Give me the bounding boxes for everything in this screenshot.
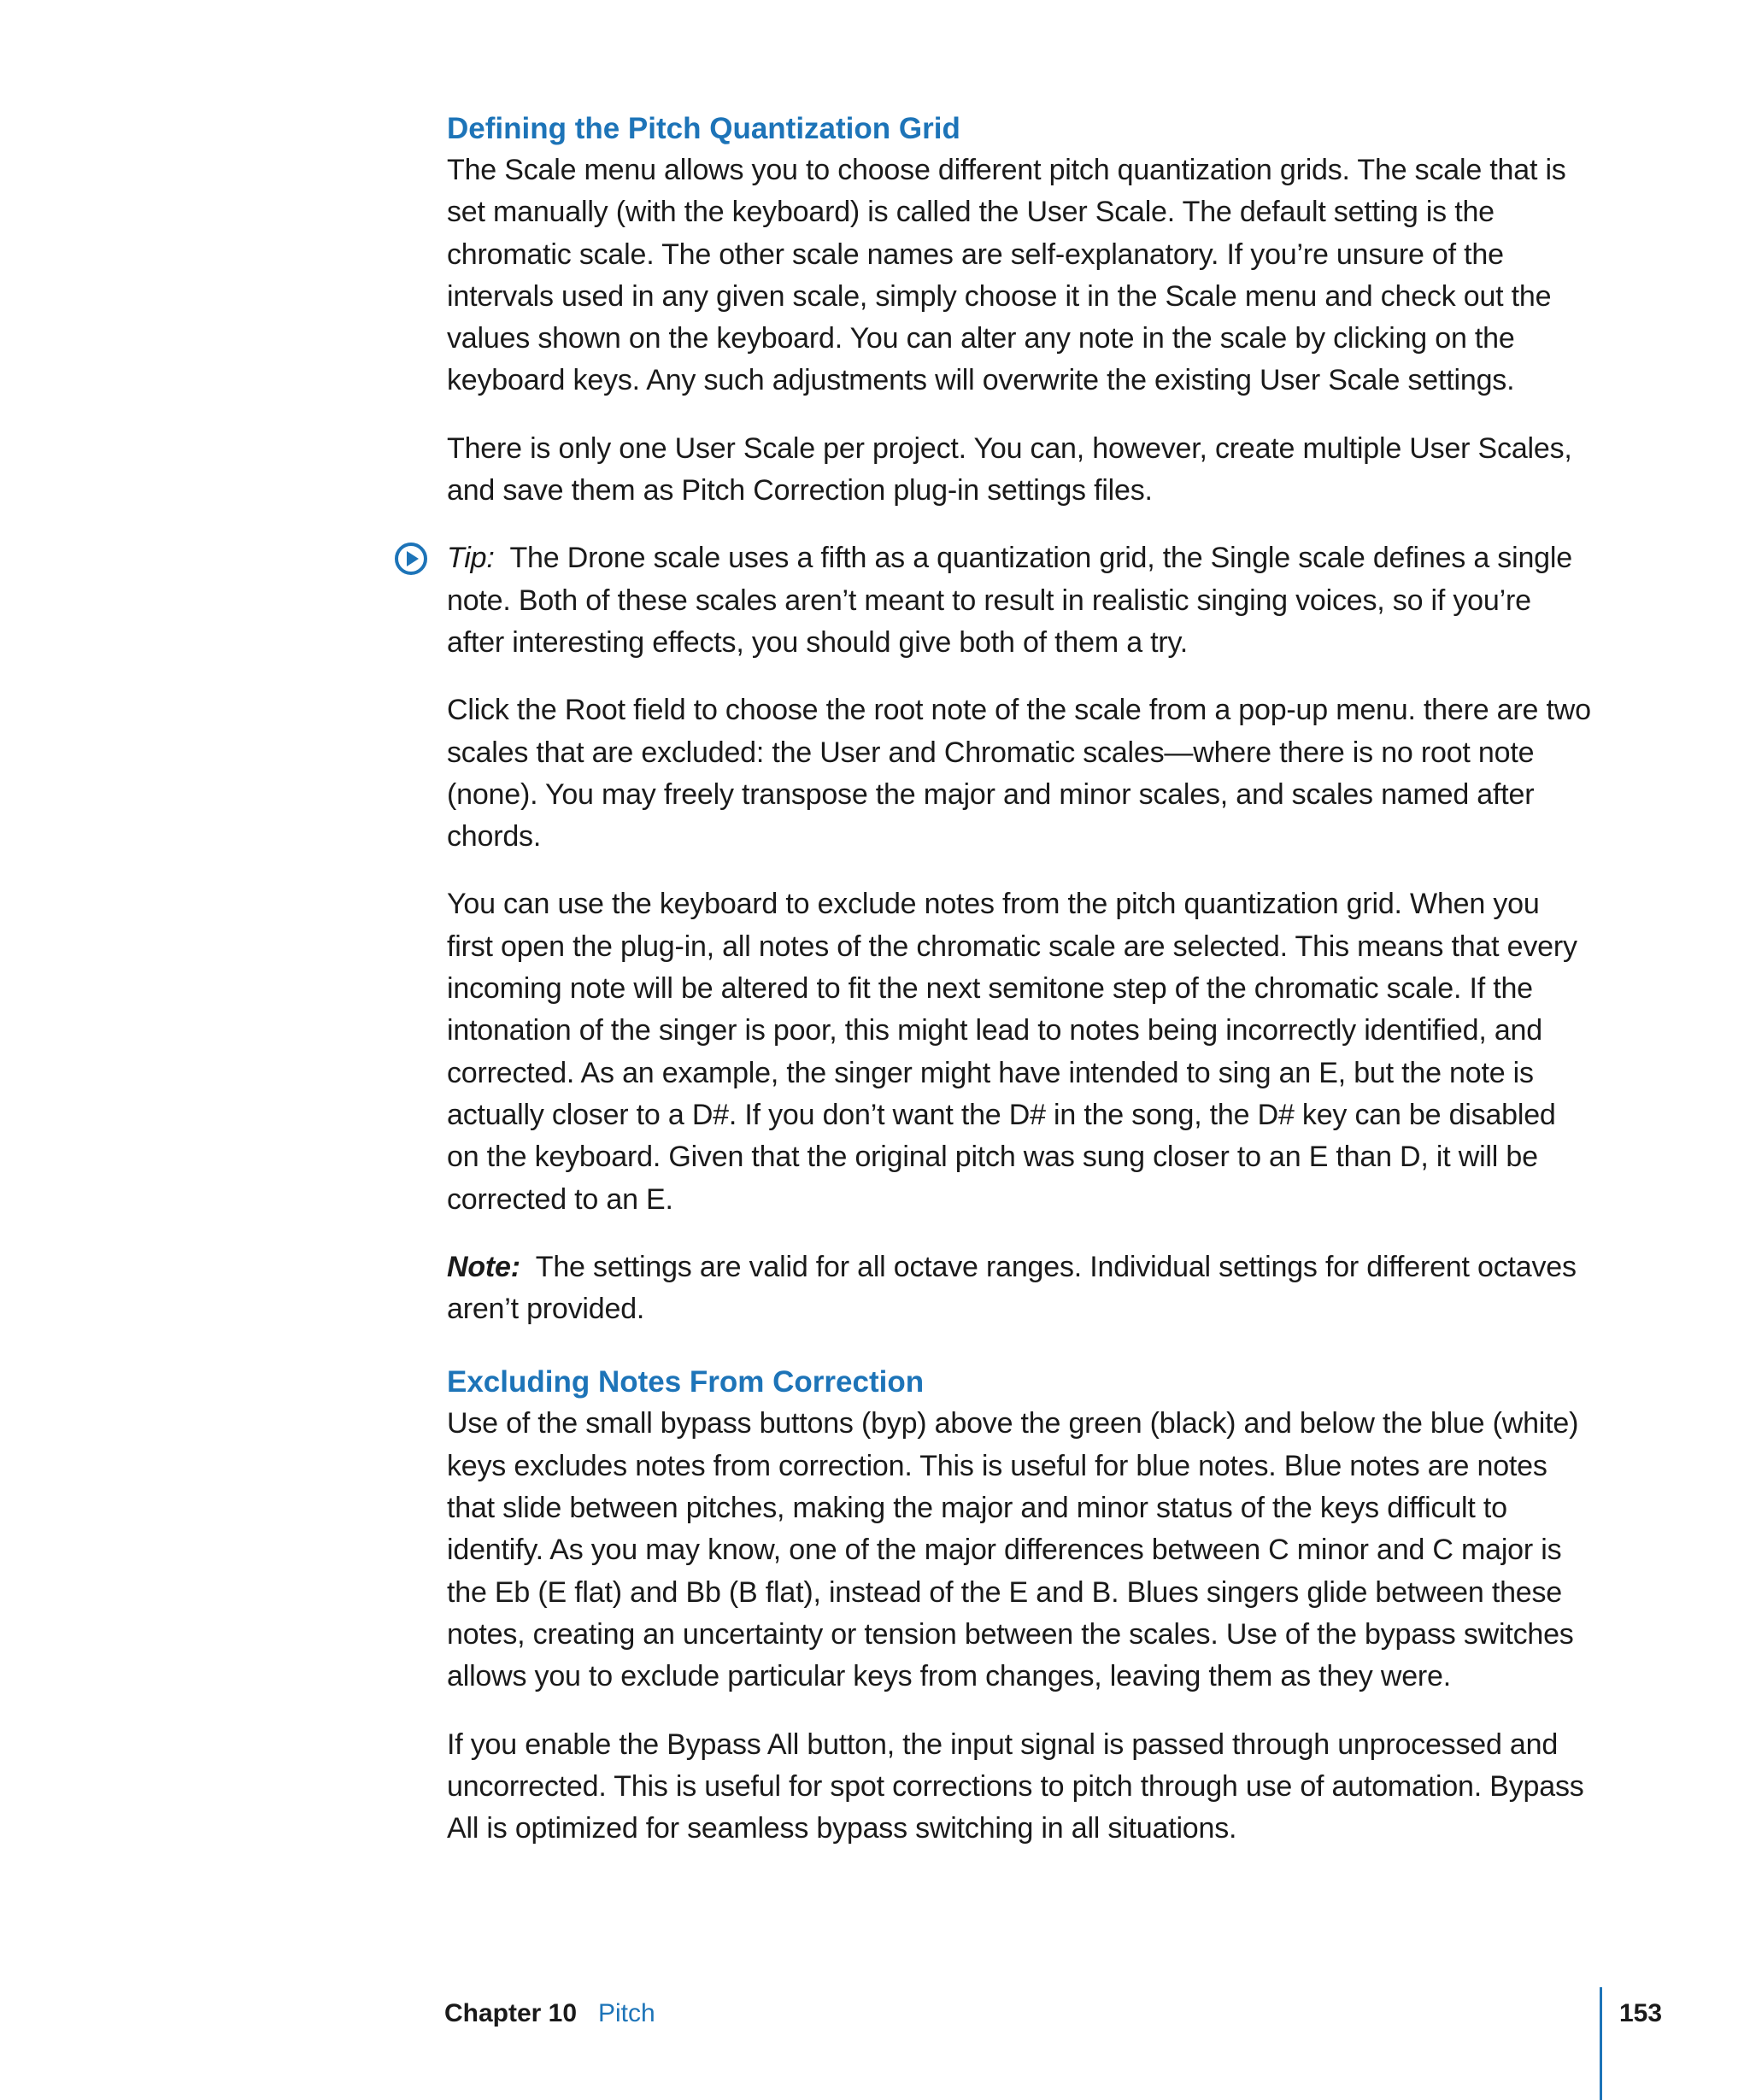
footer-chapter-title: Pitch	[598, 1999, 655, 2027]
tip-paragraph	[447, 537, 1592, 664]
paragraph-root-field: Click the Root field to choose the root note of the scale from a pop-up menu. there are two scales that are excluded: the User and Chromatic scales—where there is no root note (none). You may freely transpose the major and minor scales, and scales named after chords.	[447, 694, 1591, 853]
footer-divider	[1600, 1987, 1602, 2100]
footer-chapter: Chapter 10	[444, 1999, 578, 2027]
play-arrow-circle-icon	[394, 542, 428, 576]
paragraph-scale-menu: The Scale menu allows you to choose different pitch quantization grids. The scale that is set manually (with the keyboard) is called the User Scale. The default setting is the chromatic scale. The other scale names are self-explanatory. If you’re unsure of the intervals used in any given scale, simply choose it in the Scale menu and check out the values shown on the keyboard. You can alter any note in the scale by clicking on the keyboard keys. Any such adjustments will overwrite the existing User Scale settings.	[447, 154, 1566, 397]
tip-block	[447, 537, 1592, 664]
tip-text: The Drone scale uses a fifth as a quantization grid, the Single scale defines a single note. Both of these scales aren’t meant to result in realistic singing voices, so if you’re after interesting effects, you should give both of them a try.	[447, 542, 1572, 659]
tip-label: Tip:	[447, 542, 495, 575]
page-footer	[0, 1987, 1750, 2038]
paragraph-user-scale: There is only one User Scale per project. You can, however, create multiple User Scales, and save them as Pitch Correction plug-in settings files.	[447, 431, 1572, 507]
section-heading-pitch-grid: Defining the Pitch Quantization Grid	[447, 112, 960, 145]
paragraph-bypass-buttons: Use of the small bypass buttons (byp) above the green (black) and below the blue (white) keys excludes notes from correction. This is useful for blue notes. Blue notes are notes that slide between pitches, making the major and minor status of the keys difficult to identify. As you may know, one of the major differences between C minor and C major is the Eb (E flat) and Bb (B flat), instead of the E and B. Blues singers glide between these notes, creating an uncertainty or tension between the scales. Use of the bypass switches allows you to exclude particular keys from changes, leaving them as they were.	[447, 1407, 1579, 1693]
note-label: Note:	[447, 1250, 520, 1283]
section-heading-excluding-notes: Excluding Notes From Correction	[447, 1365, 925, 1399]
note-text: The settings are valid for all octave ranges. Individual settings for different octaves aren’t provided.	[447, 1250, 1577, 1326]
paragraph-keyboard-exclude: You can use the keyboard to exclude notes from the pitch quantization grid. When you first open the plug-in, all notes of the chromatic scale are selected. This means that every incoming note will be altered to fit the next semitone step of the chromatic scale. If the intonation of the singer is poor, this might lead to notes being incorrectly identified, and corrected. As an example, the singer might have intended to sing an E, but the note is actually closer to a D#. If you don’t want the D# in the song, the D# key can be disabled on the keyboard. Given that the original pitch was sung closer to an E than D, it will be corrected to an E.	[447, 888, 1577, 1216]
note-paragraph	[447, 1247, 1592, 1331]
page-number: 153	[1619, 1999, 1663, 2027]
page-content	[447, 108, 1592, 1875]
paragraph-bypass-all: If you enable the Bypass All button, the input signal is passed through unprocessed and uncorrected. This is useful for spot corrections to pitch through use of automation. Bypass All is optimized for seamless bypass switching in all situations.	[447, 1728, 1584, 1845]
